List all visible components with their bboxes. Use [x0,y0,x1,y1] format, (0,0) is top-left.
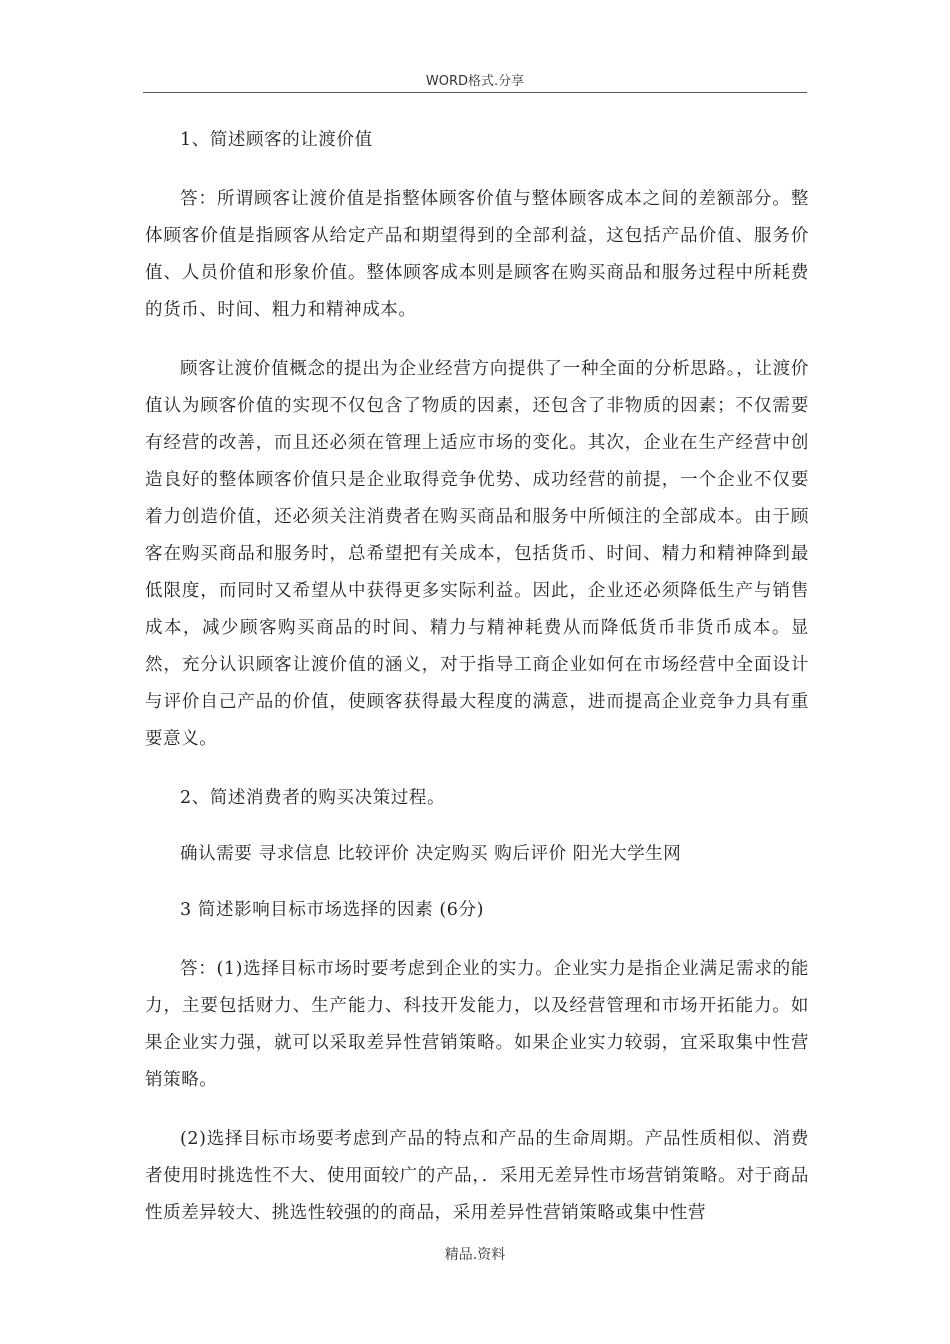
header-divider [143,92,807,93]
question-3-heading: 3 简述影响目标市场选择的因素 (6分) [180,900,485,920]
question-1-heading: 1、简述顾客的让渡价值 [180,130,373,150]
document-body [145,122,809,1232]
question-3-answer-paragraph-2: (2)选择目标市场要考虑到产品的特点和产品的生命周期。产品性质相似、消费者使用时挑选性不大、使用面较广的产品，．采用无差异性市场营销策略。对于商品性质差异较大、挑选性较强的的商品，采用差异性营销策略或集中性营 [145,1129,809,1223]
question-2-answer: 确认需要 寻求信息 比较评价 决定购买 购后评价 阳光大学生网 [180,844,682,864]
question-3-answer-paragraph-1: 答：(1)选择目标市场时要考虑到企业的实力。企业实力是指企业满足需求的能力，主要包括财力、生产能力、科技开发能力，以及经营管理和市场开拓能力。如果企业实力强，就可以采取差异性营销策略。如果企业实力较弱，宜采取集中性营销策略。 [145,959,809,1090]
page-header: WORD格式.分享 [425,74,525,89]
question-2-heading: 2、简述消费者的购买决策过程。 [180,788,446,808]
question-1-answer-paragraph-1: 答：所谓顾客让渡价值是指整体顾客价值与整体顾客成本之间的差额部分。整体顾客价值是指顾客从给定产品和期望得到的全部利益，这包括产品价值、服务价值、人员价值和形象价值。整体顾客成本则是顾客在购买商品和服务过程中所耗费的货币、时间、粗力和精神成本。 [145,189,809,320]
question-1-answer-paragraph-2: 顾客让渡价值概念的提出为企业经营方向提供了一种全面的分析思路。，让渡价值认为顾客价值的实现不仅包含了物质的因素，还包含了非物质的因素；不仅需要有经营的改善，而且还必须在管理上适应市场的变化。其次，企业在生产经营中创造良好的整体顾客价值只是企业取得竞争优势、成功经营的前提，一个企业不仅要着力创造价值，还必须关注消费者在购买商品和服务中所倾注的全部成本。由于顾客在购买商品和服务时，总希望把有关成本，包括货币、时间、精力和精神降到最低限度，而同时又希望从中获得更多实际利益。因此，企业还必须降低生产与销售成本，减少顾客购买商品的时间、精力与精神耗费从而降低货币非货币成本。显然，充分认识顾客让渡价值的涵义，对于指导工商企业如何在市场经营中全面设计与评价自己产品的价值，使顾客获得最大程度的满意，进而提高企业竞争力具有重要意义。 [145,359,809,749]
page-footer: 精品.资料 [444,1247,506,1263]
